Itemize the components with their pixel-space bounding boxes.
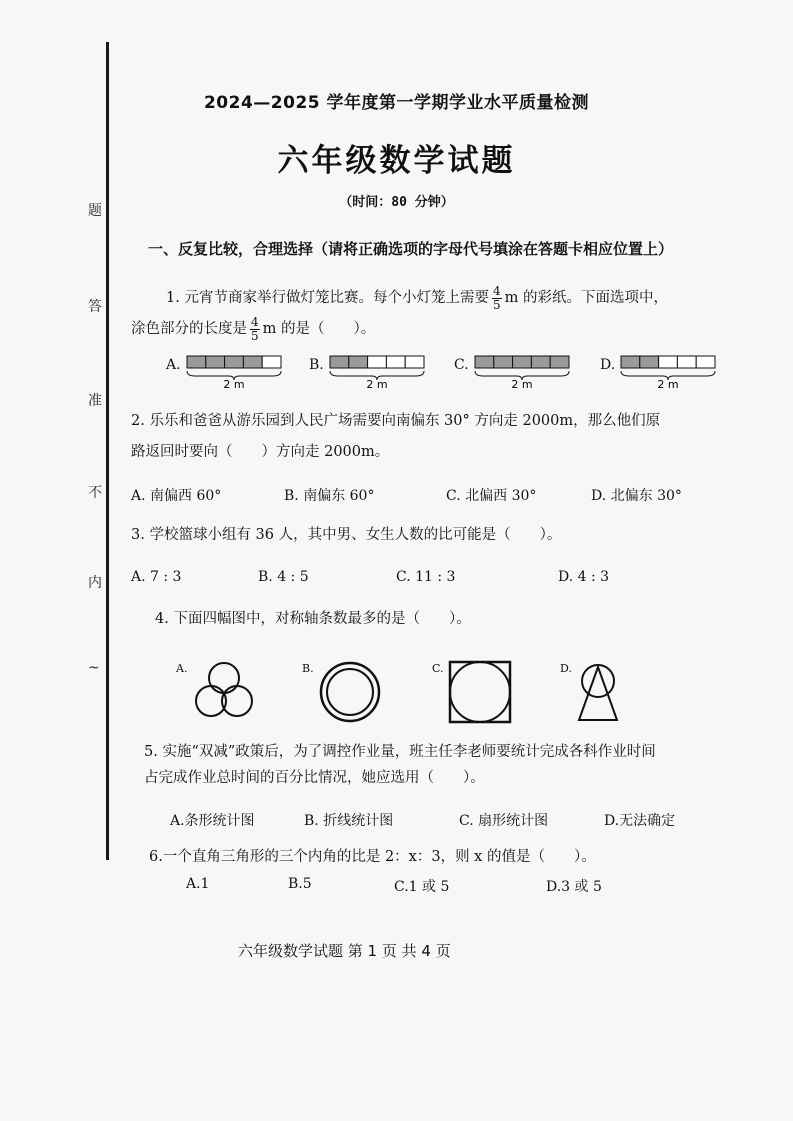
q2-option-b[interactable]: B. 南偏东 60° <box>284 488 375 504</box>
strip-segment <box>405 356 424 368</box>
sidebar-char: 不 <box>88 485 102 501</box>
q3-option-d[interactable]: D. 4 : 3 <box>558 569 610 585</box>
circle-and-triangle-figure <box>572 656 632 726</box>
q5-option-a[interactable]: A.条形统计图 <box>170 813 255 829</box>
three-circles-figure <box>188 656 268 726</box>
q1-option-d-strip <box>618 352 718 392</box>
strip-segment-shaded <box>206 356 225 368</box>
question-1-text: 1. 元宵节商家举行做灯笼比赛。每个小灯笼上需要 <box>166 290 489 307</box>
strip-segment <box>677 356 696 368</box>
q4-option-d-label[interactable]: D. <box>560 662 572 675</box>
question-5-line-1: 5. 实施“双减”政策后，为了调控作业量，班主任李老师要统计完成各科作业时间 <box>144 744 656 760</box>
question-1-line-2 <box>131 316 375 342</box>
q3-option-c[interactable]: C. 11 : 3 <box>396 569 456 585</box>
circle-in-square-figure <box>444 656 524 726</box>
question-6-text: 6.一个直角三角形的三个内角的比是 2：x：3，则 x 的值是（ ）。 <box>149 849 596 865</box>
fraction-numerator: 4 <box>492 284 501 298</box>
question-1-text: m 的彩纸。下面选项中， <box>504 290 668 307</box>
q1-option-b-strip <box>327 352 427 392</box>
time-note: （时间：80 分钟） <box>339 195 454 210</box>
q6-option-d[interactable]: D.3 或 5 <box>546 879 602 895</box>
q5-option-b[interactable]: B. 折线统计图 <box>304 813 394 829</box>
strip-segment-shaded <box>550 356 569 368</box>
strip-segment-shaded <box>621 356 640 368</box>
question-5-line-2: 占完成作业总时间的百分比情况，她应选用（ ）。 <box>144 770 485 786</box>
fraction-denominator: 5 <box>492 297 501 312</box>
strip-length-label: 2 m <box>657 378 679 391</box>
strip-length-label: 2 m <box>511 378 533 391</box>
question-3-text: 3. 学校篮球小组有 36 人，其中男、女生人数的比可能是（ ）。 <box>131 527 562 543</box>
q5-option-d[interactable]: D.无法确定 <box>604 813 676 829</box>
q4-option-c-label[interactable]: C. <box>432 662 444 675</box>
q2-option-c[interactable]: C. 北偏西 30° <box>446 488 537 504</box>
fraction-numerator: 4 <box>251 315 259 329</box>
paper-title: 六年级数学试题 <box>277 143 516 179</box>
section-heading: 一、反复比较，合理选择（请将正确选项的字母代号填涂在答题卡相应位置上） <box>148 240 674 258</box>
strip-segment-shaded <box>513 356 532 368</box>
q1-option-c-label[interactable]: C. <box>454 357 469 373</box>
q4-option-b-label[interactable]: B. <box>302 662 314 675</box>
strip-length-label: 2 m <box>223 378 245 391</box>
strip-segment-shaded <box>494 356 513 368</box>
sidebar-char: 准 <box>88 393 102 409</box>
strip-segment <box>386 356 405 368</box>
strip-segment-shaded <box>640 356 659 368</box>
question-2-line-1: 2. 乐乐和爸爸从游乐园到人民广场需要向南偏东 30° 方向走 2000m，那么他们原 <box>131 413 661 429</box>
question-1-text: 涂色部分的长度是 <box>131 321 247 338</box>
strip-segment-shaded <box>225 356 244 368</box>
q6-option-b[interactable]: B.5 <box>288 876 312 892</box>
q1-option-a-strip <box>184 352 284 392</box>
q6-option-c[interactable]: C.1 或 5 <box>394 879 450 895</box>
q3-option-b[interactable]: B. 4 : 5 <box>258 569 309 585</box>
strip-segment <box>368 356 387 368</box>
q1-option-b-label[interactable]: B. <box>309 357 324 373</box>
strip-segment <box>262 356 281 368</box>
q1-option-d-label[interactable]: D. <box>600 357 616 373</box>
strip-segment-shaded <box>330 356 349 368</box>
sidebar-char: 内 <box>88 575 102 591</box>
q5-option-c[interactable]: C. 扇形统计图 <box>459 813 549 829</box>
q1-option-c-strip <box>472 352 572 392</box>
q3-option-a[interactable]: A. 7 : 3 <box>131 569 182 585</box>
strip-segment-shaded <box>187 356 206 368</box>
fraction-four-fifths <box>250 316 260 342</box>
strip-segment <box>659 356 678 368</box>
strip-segment <box>696 356 715 368</box>
strip-segment-shaded <box>531 356 550 368</box>
strip-segment-shaded <box>243 356 262 368</box>
question-1-text: m 的是（ ）。 <box>262 321 376 338</box>
concentric-circles-figure <box>314 656 394 726</box>
sidebar-char: 答 <box>88 299 102 315</box>
q6-option-a[interactable]: A.1 <box>186 876 210 892</box>
q2-option-d[interactable]: D. 北偏东 30° <box>591 488 682 504</box>
strip-segment-shaded <box>349 356 368 368</box>
q4-option-a-label[interactable]: A. <box>176 662 188 675</box>
fraction-four-fifths <box>492 285 502 311</box>
question-1-line-1 <box>166 285 668 311</box>
fraction-denominator: 5 <box>251 328 259 343</box>
q1-option-a-label[interactable]: A. <box>166 357 181 373</box>
sidebar-char: 题 <box>88 203 102 219</box>
exam-title: 2024—2025 学年度第一学期学业水平质量检测 <box>203 93 590 113</box>
page-footer: 六年级数学试题 第 1 页 共 4 页 <box>238 942 451 960</box>
q2-option-a[interactable]: A. 南偏西 60° <box>131 488 222 504</box>
sidebar-char: ~ <box>88 660 100 676</box>
strip-segment-shaded <box>475 356 494 368</box>
question-2-line-2: 路返回时要向（ ）方向走 2000m。 <box>131 444 390 460</box>
question-4-text: 4. 下面四幅图中，对称轴条数最多的是（ ）。 <box>155 611 471 627</box>
strip-length-label: 2 m <box>366 378 388 391</box>
